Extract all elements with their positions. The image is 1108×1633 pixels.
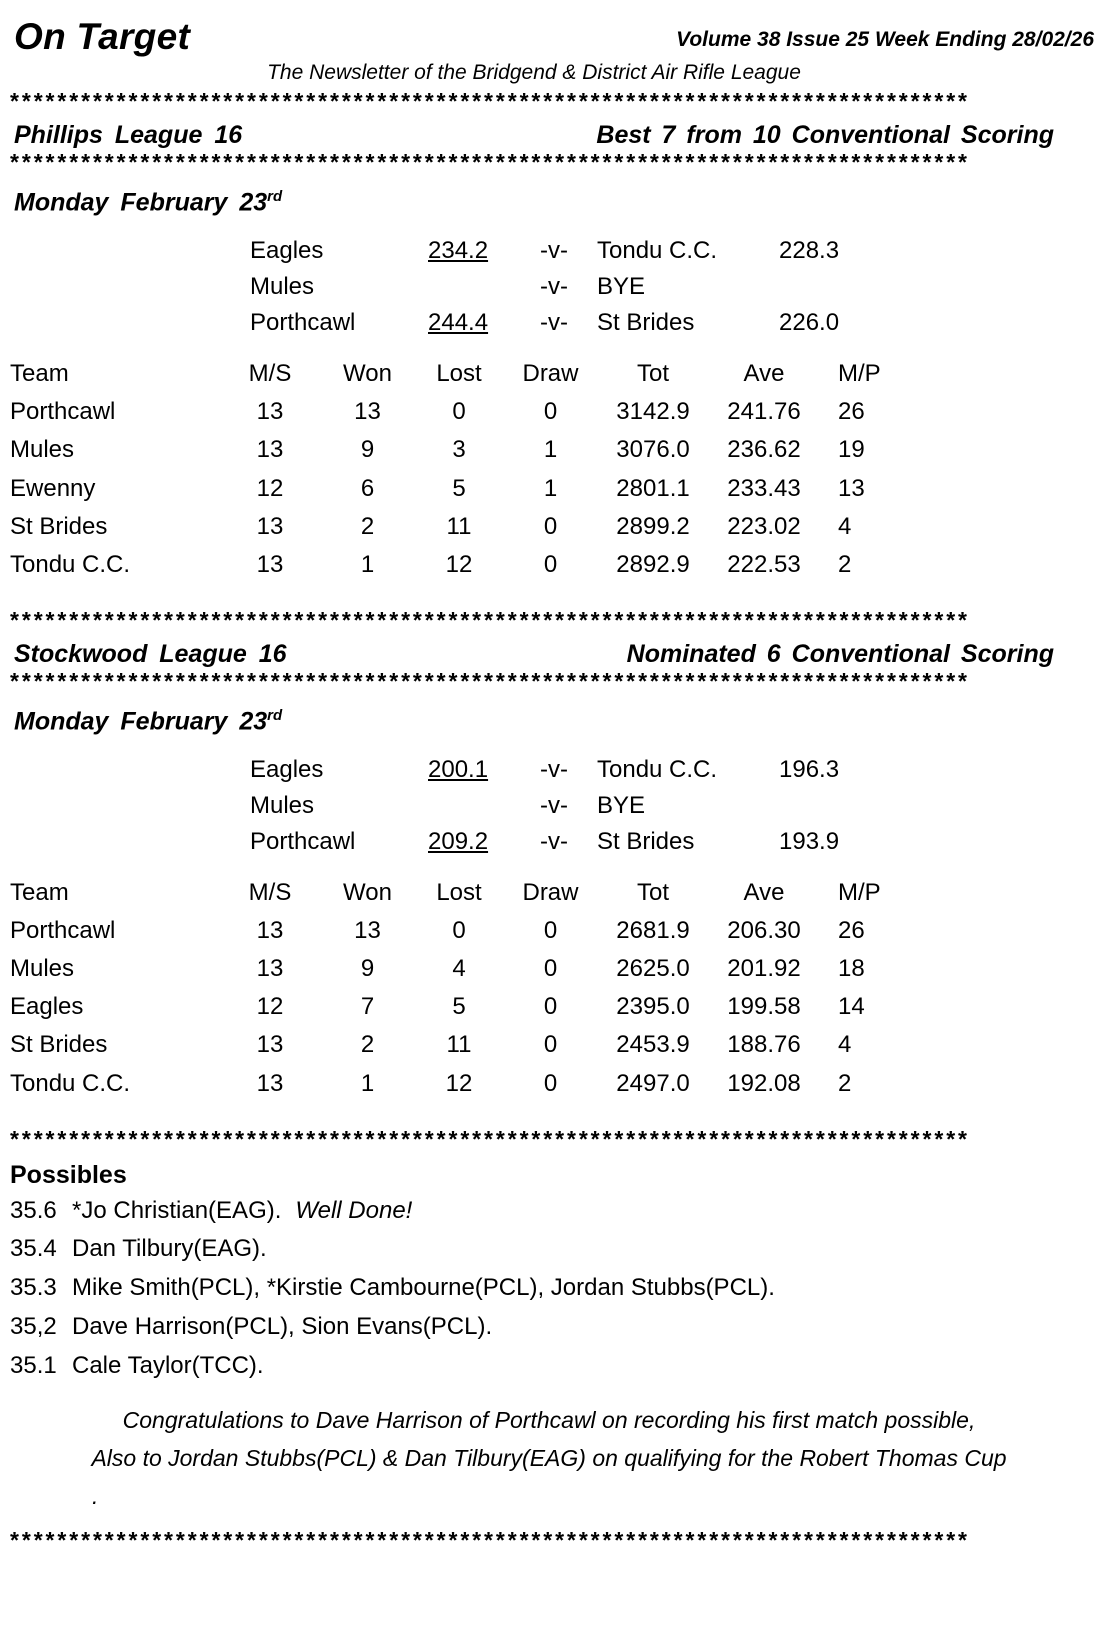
fixtures-stockwood bbox=[0, 752, 1108, 860]
cell-ms: 13 bbox=[256, 1069, 284, 1097]
cell-tot: 2395.0 bbox=[616, 993, 690, 1021]
column-header-tot: Tot bbox=[636, 879, 669, 907]
table-row bbox=[0, 393, 933, 431]
cell-team: Porthcawl bbox=[10, 917, 116, 945]
newsletter-subtitle: The Newsletter of the Bridgend & District Air Rifle League bbox=[267, 61, 801, 84]
cell-draw: 0 bbox=[543, 993, 558, 1021]
cell-ms: 12 bbox=[256, 993, 284, 1021]
possible-score: 35,2 bbox=[10, 1313, 57, 1341]
cell-lost: 0 bbox=[452, 398, 466, 426]
table-row bbox=[0, 546, 933, 584]
cell-won: 7 bbox=[360, 993, 375, 1021]
cell-ms: 13 bbox=[256, 436, 284, 464]
congratulations-note bbox=[0, 1386, 1108, 1516]
column-header-draw: Draw bbox=[522, 360, 579, 388]
fixture-home-score-value: 244.4 bbox=[428, 309, 489, 337]
cell-lost: 0 bbox=[452, 917, 466, 945]
congrats-line-3: . bbox=[92, 1482, 99, 1509]
masthead bbox=[0, 10, 1108, 55]
league-format-phillips: Best 7 from 10 Conventional Scoring bbox=[596, 121, 1054, 149]
column-header-team: Team bbox=[10, 879, 69, 907]
divider-6: ********************************************************************************* bbox=[10, 1529, 970, 1553]
cell-ms: 13 bbox=[256, 512, 284, 540]
fixture-versus: -v- bbox=[540, 792, 568, 820]
fixtures-phillips bbox=[0, 233, 1108, 341]
cell-lost: 4 bbox=[452, 955, 466, 983]
fixture-row bbox=[250, 305, 1108, 341]
cell-mp: 4 bbox=[838, 512, 852, 540]
fixture-row bbox=[250, 233, 1108, 269]
cell-ave: 233.43 bbox=[727, 474, 801, 502]
cell-lost: 3 bbox=[452, 436, 466, 464]
cell-lost: 11 bbox=[446, 512, 472, 540]
fixture-away-team: BYE bbox=[597, 273, 646, 301]
cell-mp: 26 bbox=[838, 917, 865, 945]
column-header-lost: Lost bbox=[436, 360, 482, 388]
cell-ave: 206.30 bbox=[727, 917, 801, 945]
league-name-stockwood: Stockwood League 16 bbox=[14, 639, 287, 668]
cell-team: Porthcawl bbox=[10, 398, 116, 426]
cell-ms: 13 bbox=[256, 1031, 284, 1059]
possible-score: 35.1 bbox=[10, 1352, 57, 1380]
match-date-text: Monday February 23 bbox=[14, 707, 268, 736]
cell-tot: 2899.2 bbox=[616, 512, 690, 540]
column-header-draw: Draw bbox=[522, 879, 579, 907]
cell-lost: 11 bbox=[446, 1031, 472, 1059]
cell-mp: 2 bbox=[838, 550, 852, 578]
column-header-team: Team bbox=[10, 360, 69, 388]
fixture-versus: -v- bbox=[540, 237, 568, 265]
congrats-line-2: Also to Jordan Stubbs(PCL) & Dan Tilbury(EAG) on qualifying for the Robert Thomas Cup bbox=[91, 1444, 1007, 1471]
cell-won: 9 bbox=[360, 955, 375, 983]
cell-won: 9 bbox=[360, 436, 375, 464]
cell-lost: 12 bbox=[445, 550, 473, 578]
cell-tot: 2625.0 bbox=[616, 955, 690, 983]
league-format-stockwood: Nominated 6 Conventional Scoring bbox=[626, 639, 1054, 668]
cell-won: 1 bbox=[360, 550, 375, 578]
cell-tot: 2453.9 bbox=[616, 1031, 690, 1059]
divider-3: ********************************************************************************* bbox=[10, 609, 970, 633]
cell-ave: 199.58 bbox=[727, 993, 801, 1021]
cell-draw: 1 bbox=[543, 436, 558, 464]
divider-5: ********************************************************************************* bbox=[10, 1128, 970, 1152]
possibles-heading: Possibles bbox=[10, 1160, 127, 1189]
fixture-versus: -v- bbox=[540, 273, 568, 301]
cell-team: St Brides bbox=[10, 512, 108, 540]
fixture-row bbox=[250, 824, 1108, 860]
fixture-row bbox=[250, 752, 1108, 788]
cell-ave: 223.02 bbox=[727, 512, 801, 540]
possible-line bbox=[0, 1347, 1108, 1386]
cell-mp: 14 bbox=[838, 993, 865, 1021]
fixture-home-score-value: 200.1 bbox=[428, 756, 489, 784]
column-header-mp: M/P bbox=[838, 360, 881, 388]
cell-draw: 1 bbox=[543, 474, 558, 502]
cell-ave: 222.53 bbox=[727, 550, 801, 578]
fixture-home-team: Mules bbox=[250, 792, 315, 820]
cell-draw: 0 bbox=[543, 1031, 558, 1059]
cell-team: Mules bbox=[10, 436, 75, 464]
fixture-away-score: 228.3 bbox=[779, 237, 840, 265]
section-header-stockwood bbox=[0, 634, 1108, 671]
cell-won: 1 bbox=[360, 1069, 375, 1097]
fixture-away-team: Tondu C.C. bbox=[597, 756, 718, 784]
fixture-home-score bbox=[428, 305, 540, 341]
cell-team: Eagles bbox=[10, 993, 84, 1021]
cell-lost: 5 bbox=[452, 474, 466, 502]
cell-won: 13 bbox=[354, 398, 381, 426]
fixture-home-score-value: 209.2 bbox=[428, 828, 489, 856]
cell-draw: 0 bbox=[543, 955, 558, 983]
possible-score: 35.4 bbox=[10, 1235, 57, 1263]
cell-tot: 2801.1 bbox=[616, 474, 690, 502]
league-name-phillips: Phillips League 16 bbox=[14, 121, 243, 149]
possible-note: Well Done! bbox=[295, 1196, 413, 1224]
cell-tot: 3076.0 bbox=[616, 436, 690, 464]
divider-2: ********************************************************************************* bbox=[10, 152, 970, 175]
cell-won: 2 bbox=[360, 1031, 375, 1059]
table-row bbox=[0, 508, 933, 546]
cell-mp: 13 bbox=[838, 474, 865, 502]
cell-won: 2 bbox=[360, 512, 375, 540]
cell-ms: 13 bbox=[256, 398, 284, 426]
fixture-versus: -v- bbox=[540, 828, 568, 856]
cell-ave: 236.62 bbox=[727, 436, 801, 464]
cell-team: St Brides bbox=[10, 1031, 108, 1059]
divider-1: ********************************************************************************* bbox=[10, 91, 970, 114]
fixture-row bbox=[250, 788, 1108, 824]
table-row bbox=[0, 1026, 933, 1064]
fixture-home-team: Eagles bbox=[250, 237, 324, 265]
cell-ave: 201.92 bbox=[727, 955, 801, 983]
cell-won: 13 bbox=[354, 917, 381, 945]
fixture-home-team: Eagles bbox=[250, 756, 324, 784]
fixture-home-team: Mules bbox=[250, 273, 315, 301]
possible-line bbox=[0, 1230, 1108, 1269]
cell-ms: 12 bbox=[256, 474, 284, 502]
cell-ms: 13 bbox=[256, 550, 284, 578]
match-date-stockwood bbox=[0, 695, 1108, 742]
cell-tot: 2497.0 bbox=[616, 1069, 690, 1097]
column-header-lost: Lost bbox=[436, 879, 482, 907]
fixture-away-score: 226.0 bbox=[779, 309, 840, 337]
section-header-phillips bbox=[0, 115, 1108, 152]
table-row bbox=[0, 988, 933, 1026]
possible-score: 35.6 bbox=[10, 1196, 57, 1224]
fixture-home-score bbox=[428, 824, 540, 860]
fixture-away-team: St Brides bbox=[597, 828, 695, 856]
cell-ms: 13 bbox=[256, 955, 284, 983]
fixture-away-team: BYE bbox=[597, 792, 646, 820]
cell-ave: 192.08 bbox=[727, 1069, 801, 1097]
possible-score: 35.3 bbox=[10, 1274, 57, 1302]
table-row bbox=[0, 912, 933, 950]
cell-lost: 5 bbox=[452, 993, 466, 1021]
fixture-away-team: Tondu C.C. bbox=[597, 237, 718, 265]
fixture-home-team: Porthcawl bbox=[250, 309, 356, 337]
match-date-ordinal: rd bbox=[267, 706, 283, 724]
cell-mp: 26 bbox=[838, 398, 865, 426]
standings-table-phillips bbox=[0, 355, 933, 583]
cell-draw: 0 bbox=[543, 398, 558, 426]
cell-draw: 0 bbox=[543, 512, 558, 540]
fixture-home-score bbox=[428, 752, 540, 788]
fixture-away-team: St Brides bbox=[597, 309, 695, 337]
cell-lost: 12 bbox=[445, 1069, 473, 1097]
column-header-ave: Ave bbox=[743, 879, 785, 907]
fixture-versus: -v- bbox=[540, 309, 568, 337]
cell-team: Mules bbox=[10, 955, 75, 983]
cell-ave: 241.76 bbox=[727, 398, 801, 426]
table-header-row bbox=[0, 874, 933, 912]
possible-names: Dan Tilbury(EAG). bbox=[72, 1235, 267, 1263]
cell-ms: 13 bbox=[256, 917, 284, 945]
standings-table-stockwood bbox=[0, 874, 933, 1102]
issue-info: Volume 38 Issue 25 Week Ending 28/02/26 bbox=[676, 28, 1094, 51]
table-row bbox=[0, 431, 933, 469]
table-row bbox=[0, 950, 933, 988]
cell-team: Ewenny bbox=[10, 474, 96, 502]
cell-tot: 3142.9 bbox=[616, 398, 690, 426]
congrats-line-1: Congratulations to Dave Harrison of Porthcawl on recording his first match possible, bbox=[122, 1406, 976, 1433]
cell-tot: 2681.9 bbox=[616, 917, 690, 945]
fixture-home-score bbox=[428, 233, 540, 269]
divider-4: ********************************************************************************* bbox=[10, 670, 970, 694]
cell-tot: 2892.9 bbox=[616, 550, 690, 578]
cell-mp: 18 bbox=[838, 955, 865, 983]
possible-line bbox=[0, 1308, 1108, 1347]
page-title: On Target bbox=[14, 16, 191, 57]
fixture-away-score: 196.3 bbox=[779, 756, 840, 784]
match-date-text: Monday February 23 bbox=[14, 188, 268, 217]
cell-team: Tondu C.C. bbox=[10, 550, 131, 578]
fixture-versus: -v- bbox=[540, 756, 568, 784]
column-header-mp: M/P bbox=[838, 879, 881, 907]
possible-names: Cale Taylor(TCC). bbox=[72, 1352, 264, 1380]
possible-names: Mike Smith(PCL), *Kirstie Cambourne(PCL), Jordan Stubbs(PCL). bbox=[72, 1274, 775, 1302]
cell-team: Tondu C.C. bbox=[10, 1069, 131, 1097]
cell-ave: 188.76 bbox=[727, 1031, 801, 1059]
possible-line bbox=[0, 1192, 1108, 1231]
cell-draw: 0 bbox=[543, 917, 558, 945]
fixture-home-score-value: 234.2 bbox=[428, 237, 489, 265]
column-header-ave: Ave bbox=[743, 360, 785, 388]
cell-draw: 0 bbox=[543, 1069, 558, 1097]
cell-mp: 2 bbox=[838, 1069, 852, 1097]
column-header-tot: Tot bbox=[636, 360, 669, 388]
cell-mp: 4 bbox=[838, 1031, 852, 1059]
column-header-won: Won bbox=[343, 879, 392, 907]
match-date-ordinal: rd bbox=[267, 188, 283, 205]
column-header-won: Won bbox=[343, 360, 392, 388]
cell-won: 6 bbox=[360, 474, 375, 502]
column-header-ms: M/S bbox=[248, 879, 292, 907]
possible-line bbox=[0, 1269, 1108, 1308]
fixture-home-team: Porthcawl bbox=[250, 828, 356, 856]
possible-names: Dave Harrison(PCL), Sion Evans(PCL). bbox=[72, 1313, 493, 1341]
cell-draw: 0 bbox=[543, 550, 558, 578]
table-header-row bbox=[0, 355, 933, 393]
column-header-ms: M/S bbox=[248, 360, 292, 388]
fixture-row bbox=[250, 269, 1108, 305]
cell-mp: 19 bbox=[838, 436, 865, 464]
match-date-phillips bbox=[0, 176, 1108, 223]
fixture-away-score: 193.9 bbox=[779, 828, 840, 856]
table-row bbox=[0, 470, 933, 508]
possible-names: *Jo Christian(EAG). bbox=[72, 1196, 282, 1224]
table-row bbox=[0, 1065, 933, 1103]
